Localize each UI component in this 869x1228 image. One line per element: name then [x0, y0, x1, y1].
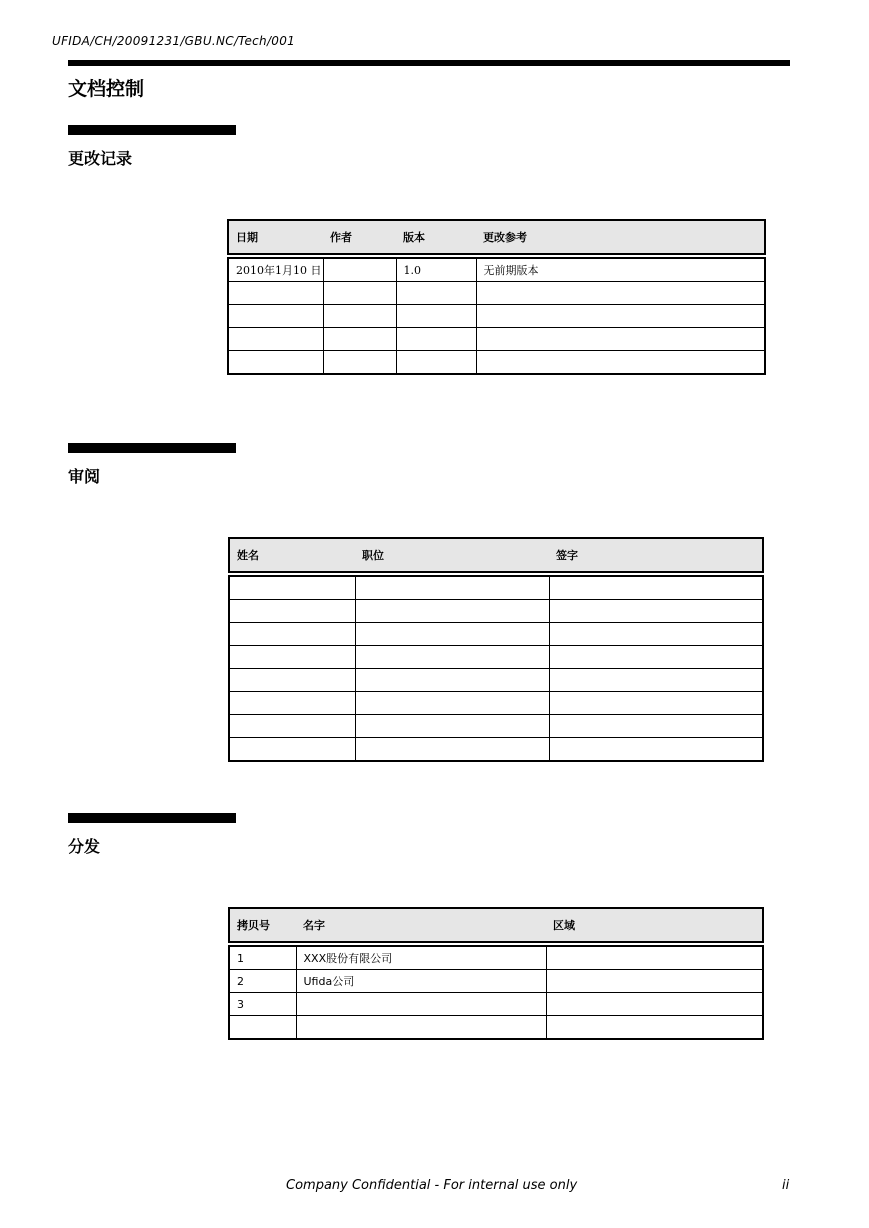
table-row — [228, 351, 765, 375]
table-row — [229, 993, 763, 1016]
section-title-review: 审阅 — [68, 467, 101, 486]
section-title-change-log: 更改记录 — [68, 149, 133, 168]
table-header-row — [229, 538, 763, 572]
table-row — [229, 646, 763, 669]
column-header: 姓名 — [229, 538, 355, 572]
table-cell — [323, 305, 396, 328]
table-cell — [355, 646, 549, 669]
header-rule — [68, 60, 790, 66]
table-cell — [549, 600, 763, 623]
table-cell: XXX股份有限公司 — [296, 946, 546, 970]
table-row — [229, 692, 763, 715]
table-cell — [549, 646, 763, 669]
table-cell — [396, 328, 476, 351]
table-cell — [546, 946, 763, 970]
section-bar-change-log — [68, 125, 236, 135]
table-cell — [549, 738, 763, 762]
table-cell — [355, 669, 549, 692]
column-header: 日期 — [228, 220, 323, 254]
table-cell: 1.0 — [396, 258, 476, 282]
table-cell — [323, 282, 396, 305]
table-row — [229, 576, 763, 600]
table-cell — [549, 623, 763, 646]
table-cell — [396, 305, 476, 328]
table-cell — [546, 970, 763, 993]
change-log-table — [227, 219, 766, 375]
table-cell — [396, 351, 476, 375]
table-cell — [355, 576, 549, 600]
table-row — [228, 282, 765, 305]
table-cell — [355, 692, 549, 715]
table-cell — [549, 669, 763, 692]
table-cell: 2010年1月10 日 — [228, 258, 323, 282]
table-cell — [229, 1016, 296, 1040]
table-cell — [229, 715, 355, 738]
table-cell — [229, 623, 355, 646]
table-cell: 1 — [229, 946, 296, 970]
table-cell — [355, 738, 549, 762]
table-row — [229, 738, 763, 762]
table-cell — [323, 258, 396, 282]
column-header: 版本 — [396, 220, 476, 254]
table-cell — [396, 282, 476, 305]
table-row — [229, 715, 763, 738]
table-cell — [229, 669, 355, 692]
table-cell — [355, 600, 549, 623]
table-cell — [476, 328, 765, 351]
column-header: 拷贝号 — [229, 908, 296, 942]
section-title-distribution: 分发 — [68, 837, 101, 856]
table-cell — [323, 351, 396, 375]
column-header: 名字 — [296, 908, 546, 942]
table-row — [229, 669, 763, 692]
column-header: 职位 — [355, 538, 549, 572]
table-row — [229, 970, 763, 993]
table-cell — [229, 692, 355, 715]
table-cell — [228, 305, 323, 328]
table-cell: 2 — [229, 970, 296, 993]
review-table — [228, 537, 764, 762]
section-bar-distribution — [68, 813, 236, 823]
table-row — [229, 1016, 763, 1040]
table-cell — [228, 282, 323, 305]
table-cell — [228, 351, 323, 375]
table-row — [229, 600, 763, 623]
page-number: ii — [782, 1178, 790, 1193]
table-cell — [229, 646, 355, 669]
table-row — [228, 305, 765, 328]
table-header-row — [229, 908, 763, 942]
table-row — [229, 623, 763, 646]
table-cell — [229, 600, 355, 623]
table-cell — [549, 692, 763, 715]
table-cell: 无前期版本 — [476, 258, 765, 282]
table-cell — [476, 351, 765, 375]
table-cell — [546, 993, 763, 1016]
table-cell — [549, 576, 763, 600]
table-header-row — [228, 220, 765, 254]
column-header: 更改参考 — [476, 220, 765, 254]
section-bar-review — [68, 443, 236, 453]
column-header: 作者 — [323, 220, 396, 254]
table-row — [228, 328, 765, 351]
table-cell — [229, 576, 355, 600]
table-cell — [549, 715, 763, 738]
table-cell: 3 — [229, 993, 296, 1016]
table-row — [229, 946, 763, 970]
table-cell: Ufida公司 — [296, 970, 546, 993]
table-cell — [296, 1016, 546, 1040]
page-title: 文档控制 — [68, 78, 145, 100]
table-cell — [228, 328, 323, 351]
footer-confidential: Company Confidential - For internal use only — [286, 1178, 578, 1193]
column-header: 签字 — [549, 538, 763, 572]
table-cell — [546, 1016, 763, 1040]
table-cell — [355, 623, 549, 646]
document-id: UFIDA/CH/20091231/GBU.NC/Tech/001 — [52, 34, 296, 48]
table-cell — [476, 282, 765, 305]
table-cell — [323, 328, 396, 351]
table-cell — [355, 715, 549, 738]
table-cell — [229, 738, 355, 762]
table-cell — [296, 993, 546, 1016]
table-cell — [476, 305, 765, 328]
table-row — [228, 258, 765, 282]
distribution-table — [228, 907, 764, 1040]
column-header: 区域 — [546, 908, 763, 942]
